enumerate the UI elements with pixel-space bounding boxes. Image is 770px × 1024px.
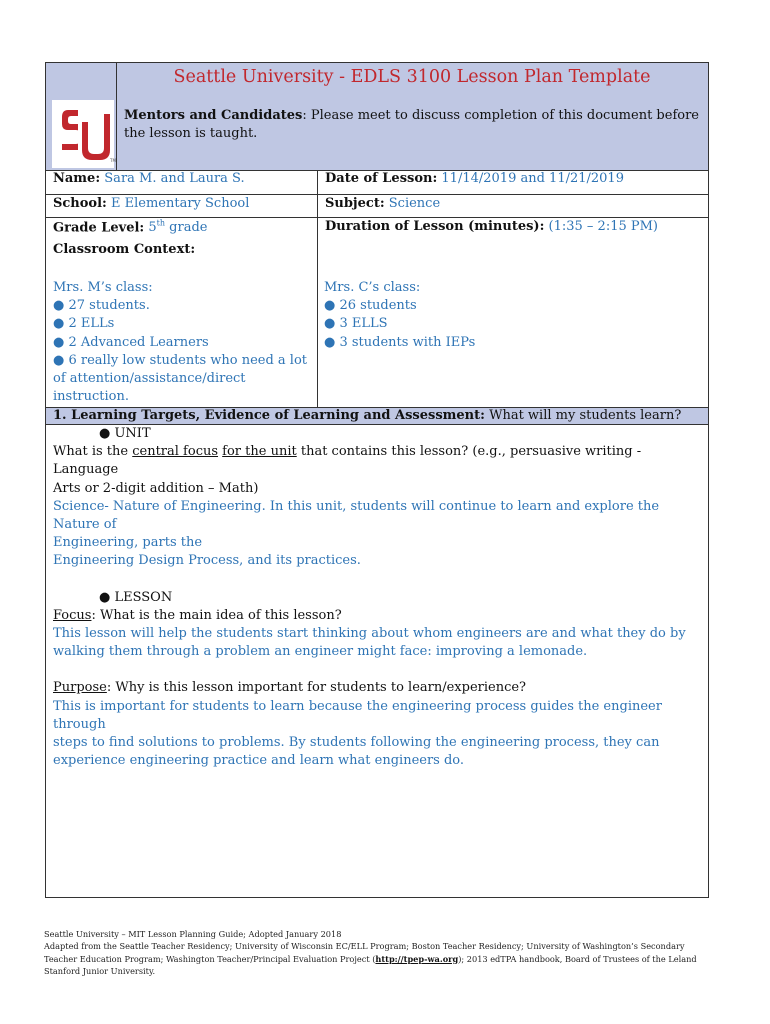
- unit-answer: Science- Nature of Engineering. In this unit, students will continue to learn and explore the Nature of: [53, 498, 660, 533]
- classroom-context-label: Classroom Context:: [53, 242, 196, 257]
- page-title: Seattle University - EDLS 3100 Lesson Plan Template: [173, 67, 651, 87]
- footer-line: Adapted from the Seattle Teacher Residency; University of Wisconsin EC/ELL Program; Boston Teacher Residency; University of Washington’s Secondary: [44, 941, 685, 952]
- name-label: Name:: [53, 171, 101, 186]
- lesson-bullet: ● LESSON: [99, 589, 173, 605]
- focus-answer: This lesson will help the students start thinking about whom engineers are and what they do by: [53, 626, 686, 642]
- left-item: instruction.: [53, 389, 130, 405]
- purpose-answer: experience engineering practice and learn what engineers do.: [53, 753, 465, 769]
- name-value: Sara M. and Laura S.: [104, 171, 245, 186]
- focus-question: Focus: What is the main idea of this lesson?: [53, 607, 342, 623]
- logo-column: [46, 63, 117, 170]
- unit-answer: Engineering Design Process, and its practices.: [53, 553, 361, 569]
- right-item: ● 3 ELLS: [324, 316, 388, 332]
- footer-line: Teacher Education Program; Washington Teacher/Principal Evaluation Project (http://tpep-wa.org); 2013 edTPA handbook, Board of Trustees of the Leland: [44, 953, 697, 964]
- duration-label: Duration of Lesson (minutes):: [325, 219, 545, 234]
- section-1-title: 1. Learning Targets, Evidence of Learning and Assessment:: [53, 408, 485, 423]
- purpose-answer: steps to find solutions to problems. By students following the engineering process, they can: [53, 735, 660, 751]
- lesson-plan-form: [45, 62, 709, 898]
- subject-value: Science: [388, 196, 441, 211]
- left-item: ● 2 ELLs: [53, 316, 115, 332]
- mentors-note: [124, 107, 704, 143]
- name-cell: [46, 170, 317, 194]
- left-item: ● 2 Advanced Learners: [53, 334, 209, 350]
- svg-text:TM: TM: [110, 158, 116, 163]
- right-class-title: Mrs. C’s class:: [324, 280, 421, 295]
- purpose-answer: This is important for students to learn because the engineering process guides the engineer through: [53, 698, 662, 732]
- unit-answer: Engineering, parts the: [53, 535, 203, 551]
- unit-bullet: ● UNIT: [99, 426, 151, 441]
- context-right: [324, 279, 704, 352]
- seattle-university-logo: [52, 100, 114, 168]
- section-1-header: [46, 407, 708, 425]
- grade-label: Grade Level:: [53, 220, 145, 236]
- grade-cell: [46, 218, 317, 241]
- right-item: ● 26 students: [324, 298, 417, 314]
- right-item: ● 3 students with IEPs: [324, 334, 476, 350]
- unit-question: What is the central focus for the unit that contains this lesson? (e.g., persuasive writing - Language: [53, 444, 642, 478]
- date-value: 11/14/2019 and 11/21/2019: [441, 171, 624, 186]
- left-item: of attention/assistance/direct: [53, 371, 246, 387]
- footer-line: Stanford Junior University.: [44, 965, 156, 976]
- grade-duration-row: [46, 218, 708, 241]
- section-1-question: What will my students learn?: [484, 408, 682, 423]
- left-item: ● 6 really low students who need a lot: [53, 352, 308, 368]
- date-label: Date of Lesson:: [325, 171, 438, 186]
- tpep-link[interactable]: http://tpep-wa.org: [375, 953, 459, 964]
- subject-label: Subject:: [325, 196, 385, 211]
- grade-value: 5th grade: [148, 219, 208, 236]
- duration-value: (1:35 – 2:15 PM): [548, 219, 658, 234]
- context-divider: [317, 241, 318, 407]
- left-class-title: Mrs. M’s class:: [53, 280, 153, 295]
- school-label: School:: [53, 196, 107, 211]
- school-subject-row: [46, 195, 708, 218]
- subject-cell: [317, 195, 708, 217]
- school-cell: [46, 195, 317, 217]
- page-footer: [44, 928, 734, 977]
- left-item: ● 27 students.: [53, 298, 150, 314]
- name-date-row: [46, 170, 708, 195]
- focus-answer: walking them through a problem an engineer might face: improving a lemonade.: [53, 644, 588, 660]
- mentors-label: Mentors and Candidates: [124, 108, 303, 123]
- context-left: [53, 279, 313, 406]
- form-header: [46, 63, 708, 171]
- unit-question-cont: Arts or 2-digit addition – Math): [53, 480, 259, 496]
- school-value: E Elementary School: [110, 196, 250, 211]
- mentors-text: : Please meet to discuss completion of this document before the lesson is taught.: [124, 108, 699, 141]
- purpose-question: Purpose: Why is this lesson important for students to learn/experience?: [53, 680, 527, 696]
- duration-cell: [317, 218, 708, 241]
- date-cell: [317, 170, 708, 194]
- section-1-body: [53, 425, 703, 770]
- footer-line: Seattle University – MIT Lesson Planning Guide; Adopted January 2018: [44, 929, 342, 939]
